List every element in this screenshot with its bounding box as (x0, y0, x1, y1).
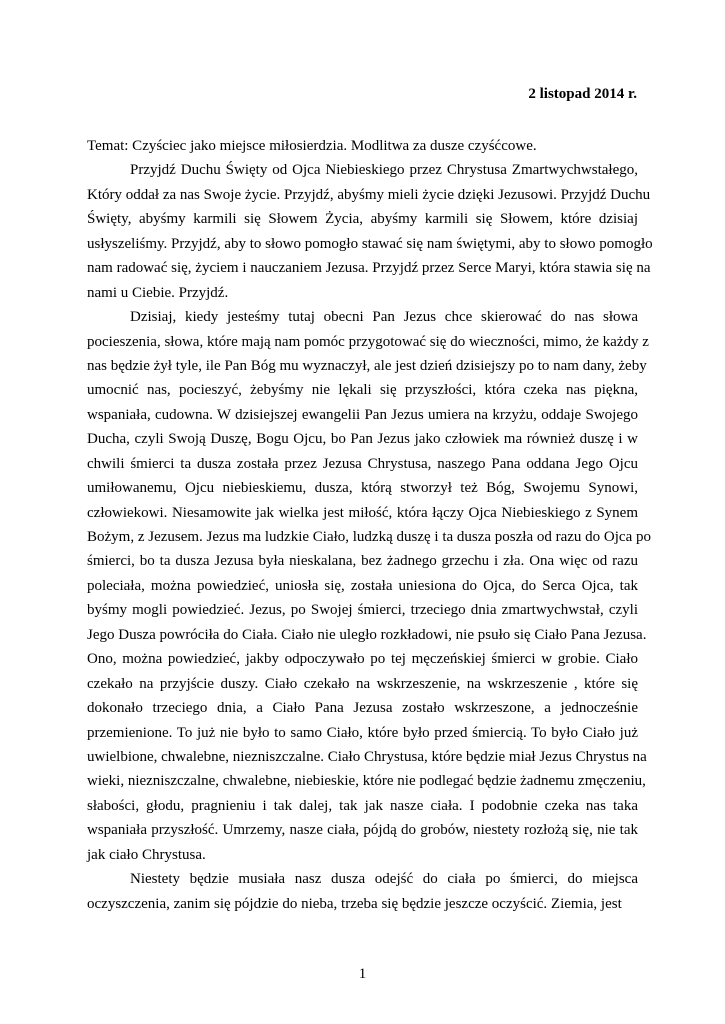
paragraph-line: Przyjdź Duchu Święty od Ojca Niebieskiego przez Chrystusa Zmartwychwstałego, (130, 162, 638, 179)
page-number: 1 (358, 966, 367, 982)
paragraph-line: wieki, niezniszczalne, chwalebne, niebieskie, które nie podlegać będzie żadnemu zmęczeniu, (87, 773, 646, 790)
paragraph-line: byśmy mogli powiedzieć. Jezus, po Swojej śmierci, trzeciego dnia zmartwychwstał, czyli (87, 602, 638, 619)
paragraph-line: pocieszenia, słowa, które mają nam pomóc przygotować się do wieczności, mimo, że każdy z (87, 333, 649, 350)
paragraph-2 (87, 305, 651, 867)
paragraph-line: wspaniała, cudowna. W dzisiejszej ewangelii Pan Jezus umiera na krzyżu, oddaje Swojego (87, 406, 638, 423)
paragraph-line: Który oddał za nas Swoje życie. Przyjdź, abyśmy mieli życie dzięki Jezusowi. Przyjdź Duchu (87, 186, 651, 203)
paragraph-line: Święty, abyśmy karmili się Słowem Życia, abyśmy karmili się Słowem, które dzisiaj (87, 211, 638, 228)
paragraph-line: umiłowanemu, Ojcu niebieskiemu, dusza, którą stworzył też Bóg, Swojemu Synowi, (87, 480, 638, 497)
paragraph-line: przemienione. To już nie było to samo Ciało, które było przed śmiercią. To było Ciało już (87, 724, 638, 741)
paragraph-line: Bożym, z Jezusem. Jezus ma ludzkie Ciało, ludzką duszę i ta dusza poszła od razu do Ojca po (87, 529, 651, 545)
paragraph-line: poleciała, można powiedzieć, uniosła się, została uniesiona do Ojca, do Serca Ojca, tak (87, 577, 638, 594)
paragraph-line: umocnić nas, pocieszyć, żebyśmy nie lękali się przyszłości, która czeka nas piękna, (87, 382, 638, 399)
subject-line: Temat: Czyściec jako miejsce miłosierdzia. Modlitwa za dusze czyśćcowe. (87, 138, 537, 154)
paragraph-line: nam radować się, życiem i nauczaniem Jezusa. Przyjdź przez Serce Maryi, która stawia się na (87, 260, 651, 277)
paragraph-line: Dzisiaj, kiedy jesteśmy tutaj obecni Pan Jezus chce skierować do nas słowa (130, 309, 638, 326)
document-body (87, 134, 653, 916)
paragraph-line: uwielbione, chwalebne, niezniszczalne. Ciało Chrystusa, które będzie miał Jezus Chrystus na (87, 748, 647, 765)
paragraph-line: oczyszczenia, zanim się pójdzie do nieba, trzeba się będzie jeszcze oczyścić. Ziemia, jest (87, 895, 622, 912)
paragraph-line: nami u Ciebie. Przyjdź. (87, 284, 229, 301)
paragraph-line: chwili śmierci ta dusza została przez Jezusa Chrystusa, naszego Pana oddana Jego Ojcu (87, 455, 638, 472)
paragraph-line: śmierci, bo ta dusza Jezusa była nieskalana, bez żadnego grzechu i zła. Ona więc od razu (87, 553, 638, 570)
paragraph-line: słabości, głodu, pragnieniu i tak dalej, tak jak nasze ciała. I podobnie czeka nas taka (87, 797, 638, 814)
paragraph-line: Jego Dusza powróciła do Ciała. Ciało nie uległo rozkładowi, nie psuło się Ciało Pana Jezusa. (87, 626, 647, 643)
paragraph-line: Ono, można powiedzieć, jakby odpoczywało po tej męczeńskiej śmierci w grobie. Ciało (87, 651, 638, 668)
paragraph-line: człowiekowi. Niesamowite jak wielka jest miłość, która łączy Ojca Niebieskiego z Synem (87, 504, 638, 521)
paragraph-line: dokonało trzeciego dnia, a Ciało Pana Jezusa zostało wskrzeszone, a jednocześnie (87, 700, 638, 717)
paragraph-line: usłyszeliśmy. Przyjdź, aby to słowo pomogło stawać się nam świętymi, aby to słowo pomogło (87, 235, 653, 252)
paragraph-line: jak ciało Chrystusa. (87, 846, 206, 863)
paragraph-3 (87, 867, 638, 916)
paragraph-line: Ducha, czyli Swoją Duszę, Bogu Ojcu, bo Pan Jezus jako człowiek ma również duszę i w (87, 431, 638, 448)
paragraph-line: czekało na przyjście duszy. Ciało czekało na wskrzeszenie, na wskrzeszenie , które się (87, 675, 638, 692)
paragraph-line: Niestety będzie musiała nasz dusza odejść do ciała po śmierci, do miejsca (130, 871, 638, 888)
document-date: 2 listopad 2014 r. (528, 86, 637, 102)
paragraph-line: wspaniała przyszłość. Umrzemy, nasze ciała, pójdą do grobów, niestety rozłożą się, nie tak (87, 822, 638, 839)
paragraph-1 (87, 158, 653, 305)
paragraph-line: nas będzie żył tyle, ile Pan Bóg mu wyznaczył, ale jest dzień dzisiejszy po to nam dany, żeby (87, 357, 647, 374)
